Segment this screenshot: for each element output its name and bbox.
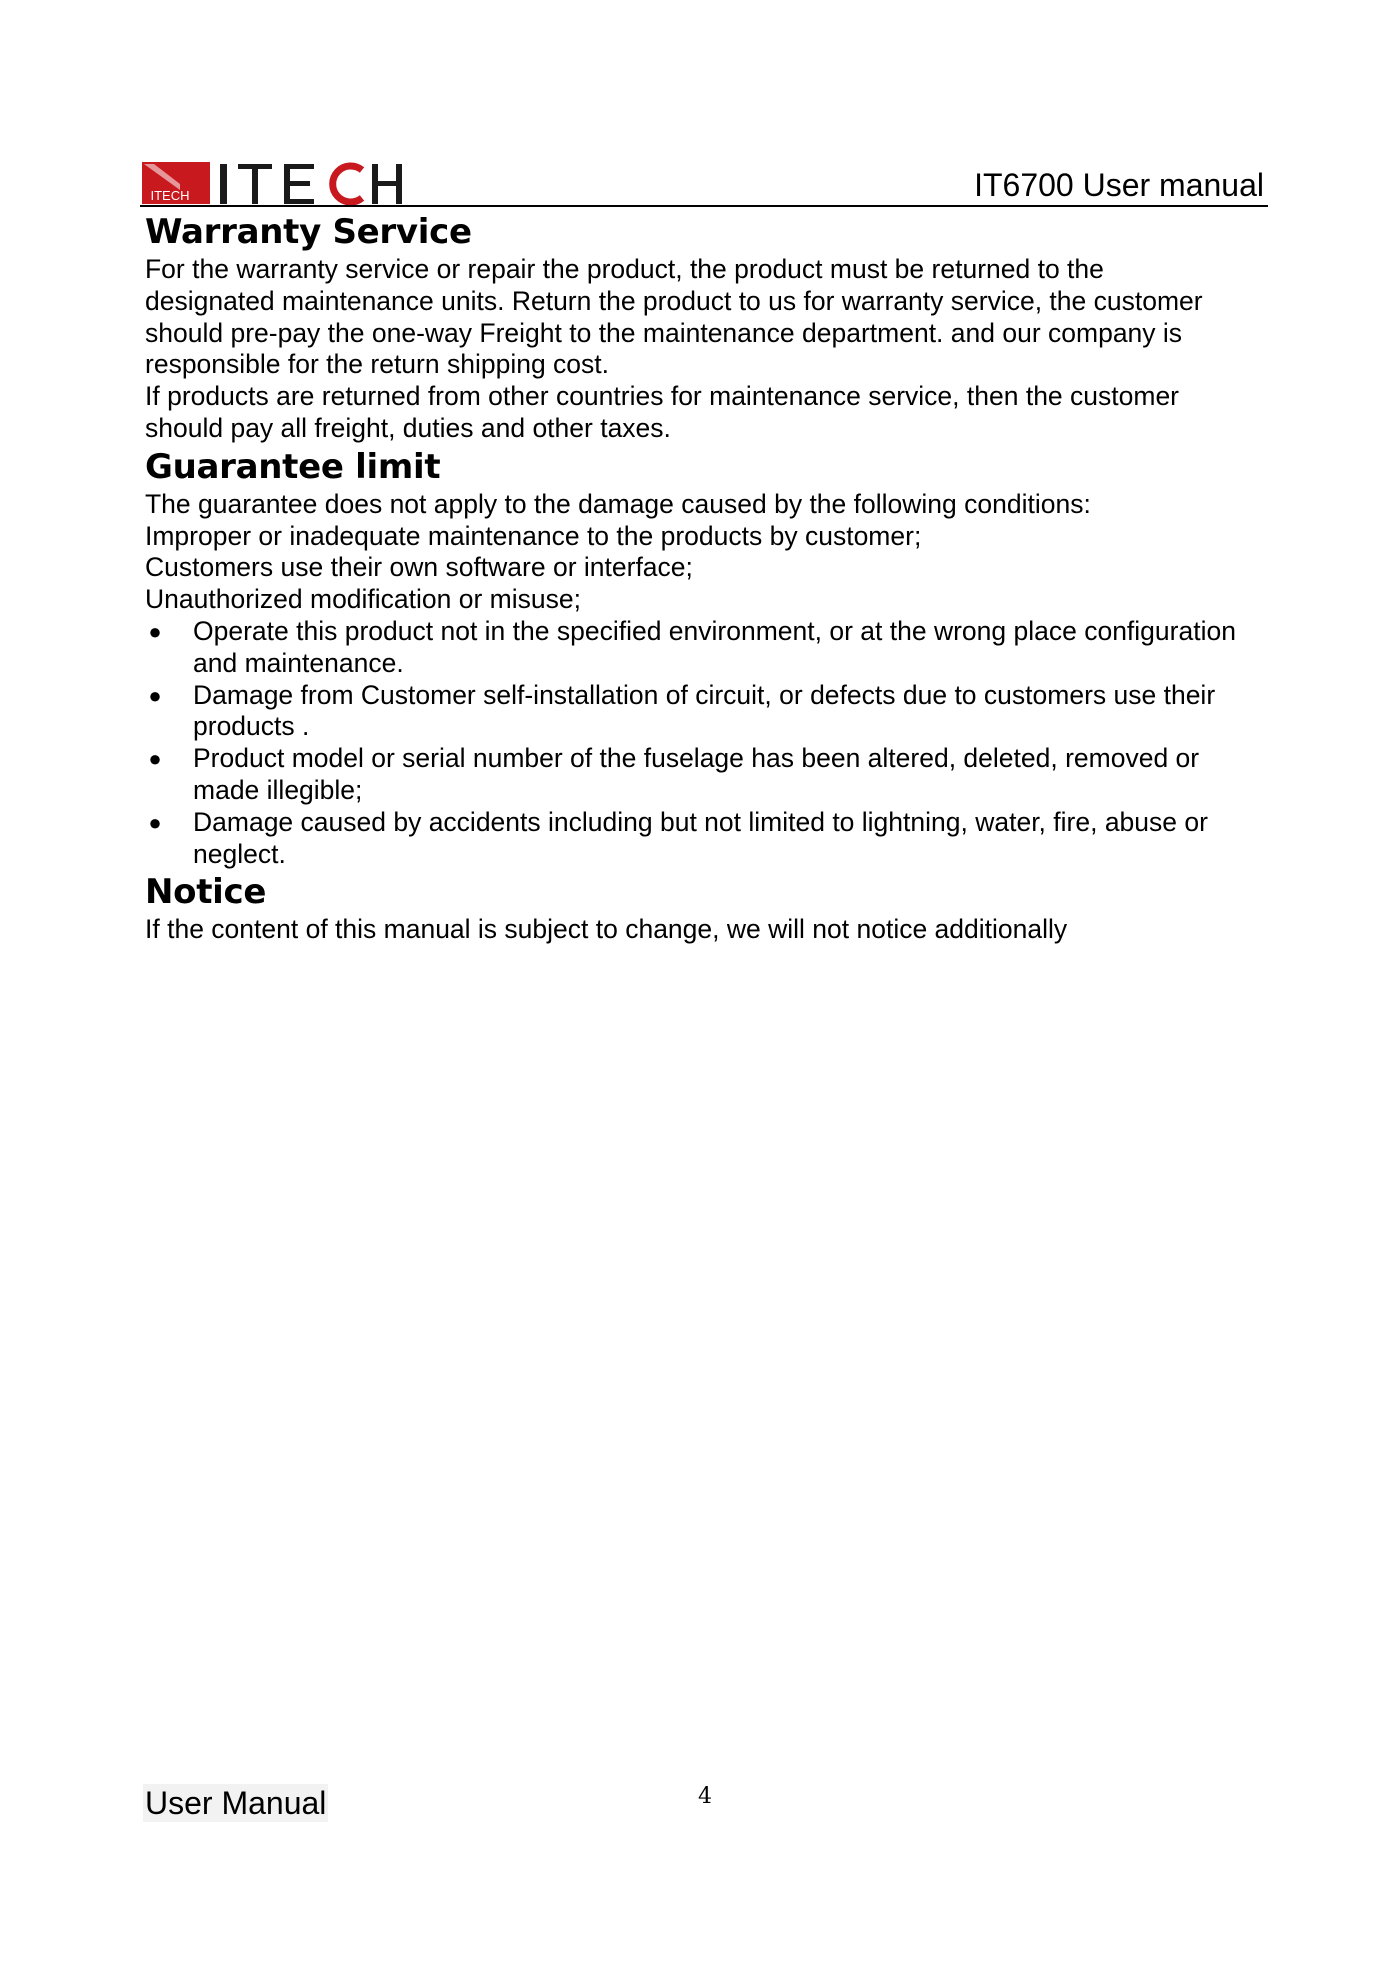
list-item: [145, 680, 1265, 744]
warranty-heading: Warranty Service: [145, 212, 472, 252]
list-item-text: Damage caused by accidents including but not limited to lightning, water, fire, abuse or neglect.: [193, 806, 1208, 869]
guarantee-line: The guarantee does not apply to the damage caused by the following conditions:: [145, 488, 1091, 519]
notice-text: If the content of this manual is subject to change, we will not notice additionally: [145, 914, 1068, 945]
bullet-icon: ●: [148, 618, 162, 644]
page-content: [145, 210, 1265, 946]
guarantee-line: Improper or inadequate maintenance to the products by customer;: [145, 520, 922, 551]
itech-logo: [140, 158, 405, 208]
list-item: [145, 807, 1265, 871]
bullet-icon: ●: [148, 746, 162, 772]
page-number: 4: [698, 1784, 712, 1809]
guarantee-line: Unauthorized modification or misuse;: [145, 584, 581, 615]
header-divider: [140, 205, 1268, 207]
logo-badge-text: ITECH: [150, 188, 190, 203]
list-item-text: Operate this product not in the specified environment, or at the wrong place configuration and maintenance.: [193, 615, 1236, 678]
bullet-icon: ●: [148, 809, 162, 835]
list-item-text: Damage from Customer self-installation of circuit, or defects due to customers use their products .: [193, 679, 1216, 742]
notice-heading: Notice: [145, 872, 267, 913]
list-item: [145, 616, 1265, 680]
page-header: [140, 152, 1268, 208]
list-item: [145, 743, 1265, 807]
guarantee-line: Customers use their own software or interface;: [145, 552, 693, 583]
document-title: IT6700 User manual: [974, 167, 1264, 203]
list-item-text: Product model or serial number of the fuselage has been altered, deleted, removed or made illegible;: [193, 743, 1200, 805]
warranty-paragraph-1: For the warranty service or repair the product, the product must be returned to the designated maintenance units. Return the product to us for warranty service, the customer should pre-pay the one-way Freight to the maintenance department. and our company is responsible for the return shipping cost.: [145, 254, 1203, 380]
guarantee-heading: Guarantee limit: [145, 446, 441, 487]
bullet-icon: ●: [148, 682, 162, 708]
warranty-paragraph-2: If products are returned from other countries for maintenance service, then the customer should pay all freight, duties and other taxes.: [145, 381, 1180, 443]
guarantee-bullet-list: [145, 616, 1265, 870]
footer-label: User Manual: [145, 1785, 327, 1821]
